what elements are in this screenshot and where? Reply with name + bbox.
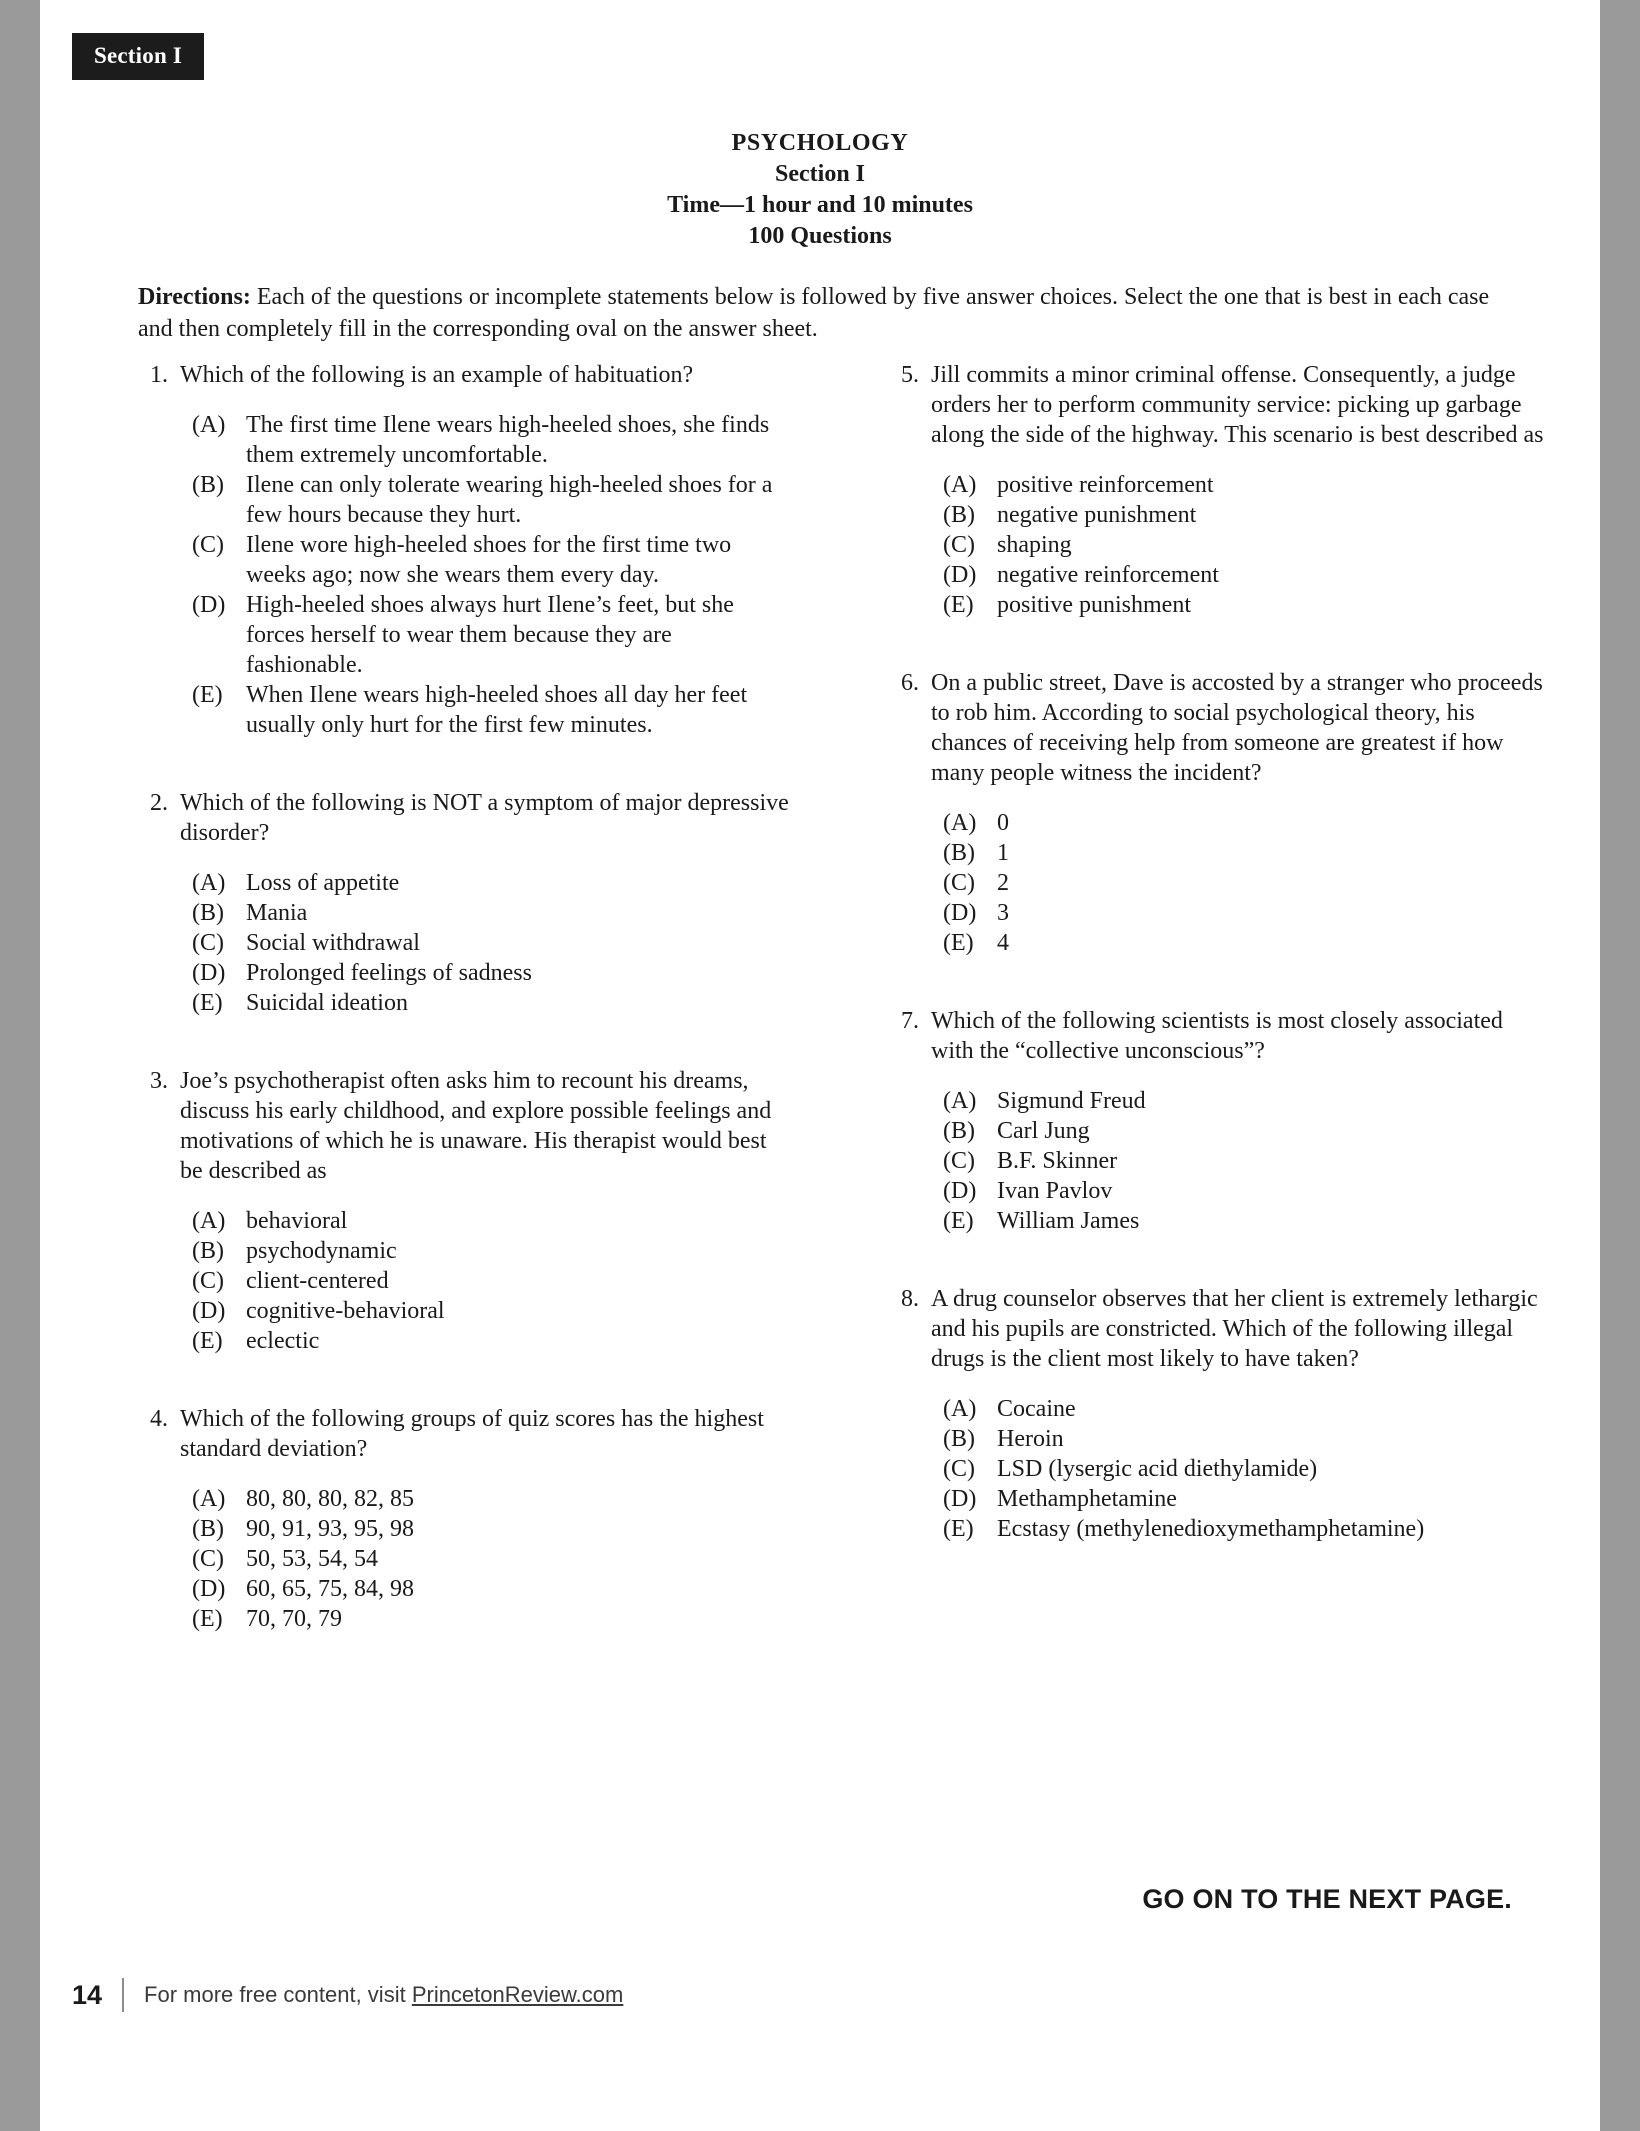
question-number: 5. — [901, 362, 919, 388]
answer-choice-text: Social withdrawal — [246, 930, 420, 956]
question-block — [889, 668, 1544, 958]
answer-choice-text: Ilene can only tolerate wearing high-heeled shoes for a few hours because they hurt. — [246, 472, 773, 528]
answer-choice-text: Methamphetamine — [997, 1486, 1177, 1512]
question-number: 6. — [901, 670, 919, 696]
answer-choice[interactable] — [192, 868, 793, 898]
answer-choice-text: psychodynamic — [246, 1238, 397, 1264]
answer-choice-letter: (C) — [943, 870, 975, 896]
answer-choice-list — [943, 808, 1544, 958]
answer-choice-text: Ivan Pavlov — [997, 1178, 1113, 1204]
answer-choice-text: 60, 65, 75, 84, 98 — [246, 1576, 414, 1602]
answer-choice-text: negative reinforcement — [997, 562, 1219, 588]
answer-choice[interactable] — [943, 560, 1544, 590]
answer-choice-letter: (C) — [943, 1148, 975, 1174]
answer-choice[interactable] — [943, 928, 1544, 958]
answer-choice-text: negative punishment — [997, 502, 1197, 528]
answer-choice-letter: (E) — [192, 990, 223, 1016]
question-text: Which of the following scientists is most closely associated with the “collective unconscious”? — [931, 1008, 1503, 1064]
answer-choice-letter: (A) — [192, 870, 226, 896]
answer-choice-letter: (E) — [943, 1516, 974, 1542]
answer-choice[interactable] — [192, 530, 793, 590]
answer-choice-letter: (B) — [943, 1118, 975, 1144]
answer-choice-letter: (A) — [192, 1208, 226, 1234]
question-number: 3. — [150, 1068, 168, 1094]
answer-choice-letter: (D) — [943, 562, 977, 588]
answer-choice[interactable] — [943, 1086, 1544, 1116]
answer-choice-text: Ilene wore high-heeled shoes for the first time two weeks ago; now she wears them every day. — [246, 532, 732, 588]
answer-choice-letter: (A) — [192, 1486, 226, 1512]
footer-divider — [122, 1978, 124, 2012]
answer-choice-text: 50, 53, 54, 54 — [246, 1546, 378, 1572]
answer-choice[interactable] — [943, 500, 1544, 530]
princeton-review-link[interactable]: PrincetonReview.com — [411, 1982, 624, 2007]
answer-choice-text: Cocaine — [997, 1396, 1076, 1422]
answer-choice-text: 0 — [997, 810, 1009, 836]
answer-choice[interactable] — [943, 470, 1544, 500]
answer-choice-text: shaping — [997, 532, 1072, 558]
answer-choice[interactable] — [192, 928, 793, 958]
answer-choice-list — [192, 410, 793, 740]
answer-choice-letter: (B) — [192, 1238, 224, 1264]
page-canvas — [40, 0, 1600, 2131]
answer-choice-text: 70, 70, 79 — [246, 1606, 342, 1632]
answer-choice-letter: (A) — [192, 412, 226, 438]
answer-choice-letter: (D) — [192, 960, 226, 986]
answer-choice-list — [943, 470, 1544, 620]
answer-choice[interactable] — [943, 838, 1544, 868]
question-stem-row — [889, 360, 1544, 450]
answer-choice-text: When Ilene wears high-heeled shoes all day her feet usually only hurt for the first few minutes. — [246, 682, 748, 738]
page-footer — [72, 1978, 623, 2012]
answer-choice[interactable] — [943, 1176, 1544, 1206]
right-binding-bar — [1600, 0, 1640, 2131]
footer-note — [144, 1982, 623, 2008]
question-stem-row — [138, 788, 793, 848]
question-number: 2. — [150, 790, 168, 816]
answer-choice-letter: (C) — [192, 930, 224, 956]
answer-choice[interactable] — [943, 1514, 1544, 1544]
question-block — [138, 1066, 793, 1356]
answer-choice[interactable] — [943, 898, 1544, 928]
answer-choice[interactable] — [192, 1544, 793, 1574]
question-text: Which of the following is NOT a symptom of major depressive disorder? — [180, 790, 789, 846]
answer-choice[interactable] — [943, 1116, 1544, 1146]
answer-choice-text: 80, 80, 80, 82, 85 — [246, 1486, 414, 1512]
answer-choice-list — [943, 1394, 1544, 1544]
question-text: On a public street, Dave is accosted by a stranger who proceeds to rob him. According to social psychological theory, his chances of receiving help from someone are greatest if how many people witness the incident? — [931, 670, 1543, 786]
question-stem-row — [889, 668, 1544, 788]
exam-title: PSYCHOLOGY — [731, 130, 909, 156]
answer-choice-letter: (B) — [943, 502, 975, 528]
answer-choice[interactable] — [192, 898, 793, 928]
answer-choice[interactable] — [943, 808, 1544, 838]
answer-choice[interactable] — [192, 470, 793, 530]
answer-choice[interactable] — [943, 868, 1544, 898]
answer-choice-text: 3 — [997, 900, 1009, 926]
answer-choice[interactable] — [192, 1484, 793, 1514]
answer-choice[interactable] — [943, 1394, 1544, 1424]
answer-choice-text: William James — [997, 1208, 1140, 1234]
question-text: Joe’s psychotherapist often asks him to recount his dreams, discuss his early childhood, and explore possible feelings and motivations of which he is unaware. His therapist would best be described as — [180, 1068, 772, 1184]
question-number: 1. — [150, 362, 168, 388]
question-stem-row — [889, 1284, 1544, 1374]
answer-choice-list — [192, 1484, 793, 1634]
answer-choice-text: 4 — [997, 930, 1009, 956]
answer-choice[interactable] — [192, 988, 793, 1018]
answer-choice-letter: (A) — [943, 810, 977, 836]
question-number: 7. — [901, 1008, 919, 1034]
answer-choice-letter: (E) — [192, 682, 223, 708]
answer-choice-letter: (E) — [192, 1606, 223, 1632]
answer-choice-text: 1 — [997, 840, 1009, 866]
answer-choice-letter: (B) — [192, 900, 224, 926]
answer-choice[interactable] — [943, 1206, 1544, 1236]
answer-choice-text: B.F. Skinner — [997, 1148, 1118, 1174]
question-number: 4. — [150, 1406, 168, 1432]
answer-choice-letter: (C) — [192, 1268, 224, 1294]
question-block — [138, 788, 793, 1018]
exam-heading — [40, 128, 1600, 252]
answer-choice-letter: (A) — [943, 1396, 977, 1422]
answer-choice-text: cognitive-behavioral — [246, 1298, 445, 1324]
answer-choice-letter: (D) — [192, 592, 226, 618]
answer-choice[interactable] — [943, 590, 1544, 620]
answer-choice-text: eclectic — [246, 1328, 320, 1354]
go-on-notice: GO ON TO THE NEXT PAGE. — [1142, 1884, 1512, 1914]
answer-choice[interactable] — [192, 1236, 793, 1266]
answer-choice-text: 90, 91, 93, 95, 98 — [246, 1516, 414, 1542]
answer-choice[interactable] — [943, 1146, 1544, 1176]
answer-choice-letter: (B) — [943, 840, 975, 866]
directions-paragraph — [138, 281, 1512, 345]
answer-choice-letter: (B) — [943, 1426, 975, 1452]
answer-choice[interactable] — [192, 410, 793, 470]
answer-choice-text: Sigmund Freud — [997, 1088, 1146, 1114]
answer-choice-letter: (E) — [943, 592, 974, 618]
section-tab: Section I — [72, 33, 204, 80]
answer-choice-text: positive punishment — [997, 592, 1191, 618]
question-text: Which of the following is an example of habituation? — [180, 362, 694, 388]
answer-choice-letter: (A) — [943, 1088, 977, 1114]
answer-choice-text: Mania — [246, 900, 308, 926]
answer-choice-list — [943, 1086, 1544, 1236]
answer-choice-letter: (E) — [943, 930, 974, 956]
question-text: Jill commits a minor criminal offense. Consequently, a judge orders her to perform community service: picking up garbage along the side of the highway. This scenario is best described as — [931, 362, 1544, 448]
question-stem-row — [138, 1066, 793, 1186]
answer-choice-letter: (D) — [943, 1486, 977, 1512]
footer-note-prefix: For more free content, visit — [144, 1982, 412, 2007]
answer-choice[interactable] — [192, 1514, 793, 1544]
question-block — [138, 360, 793, 740]
question-block — [889, 1006, 1544, 1236]
answer-choice[interactable] — [943, 1484, 1544, 1514]
answer-choice[interactable] — [192, 680, 793, 740]
answer-choice[interactable] — [192, 1574, 793, 1604]
directions-label: Directions: — [138, 284, 251, 310]
answer-choice-letter: (C) — [943, 532, 975, 558]
answer-choice-text: Carl Jung — [997, 1118, 1090, 1144]
answer-choice-letter: (C) — [943, 1456, 975, 1482]
answer-choice[interactable] — [943, 1454, 1544, 1484]
answer-choice-text: Prolonged feelings of sadness — [246, 960, 532, 986]
answer-choice-text: Suicidal ideation — [246, 990, 408, 1016]
exam-question-count: 100 Questions — [748, 223, 892, 249]
right-question-column — [889, 360, 1544, 1682]
answer-choice[interactable] — [192, 1206, 793, 1236]
left-binding-bar — [0, 0, 40, 2131]
answer-choice-text: LSD (lysergic acid diethylamide) — [997, 1456, 1318, 1482]
question-stem-row — [138, 360, 793, 390]
answer-choice-letter: (E) — [943, 1208, 974, 1234]
answer-choice-list — [192, 1206, 793, 1356]
directions-text: Each of the questions or incomplete statements below is followed by five answer choices. Select the one that is best in each case and then completely fill in the corresponding oval on the answer sheet. — [138, 284, 1490, 342]
page-number: 14 — [72, 1979, 103, 2010]
answer-choice-text: High-heeled shoes always hurt Ilene’s feet, but she forces herself to wear them because they are fashionable. — [246, 592, 734, 678]
answer-choice-text: positive reinforcement — [997, 472, 1214, 498]
question-number: 8. — [901, 1286, 919, 1312]
question-text: A drug counselor observes that her client is extremely lethargic and his pupils are constricted. Which of the following illegal drugs is the client most likely to have taken? — [931, 1286, 1538, 1372]
answer-choice-letter: (D) — [192, 1576, 226, 1602]
answer-choice-letter: (D) — [943, 900, 977, 926]
question-columns — [138, 360, 1544, 1682]
question-block — [138, 1404, 793, 1634]
exam-section: Section I — [775, 161, 865, 187]
question-block — [889, 1284, 1544, 1544]
question-stem-row — [138, 1404, 793, 1464]
answer-choice-text: Ecstasy (methylenedioxymethamphetamine) — [997, 1516, 1425, 1542]
answer-choice[interactable] — [192, 1266, 793, 1296]
answer-choice-letter: (B) — [192, 472, 224, 498]
answer-choice[interactable] — [192, 1326, 793, 1356]
answer-choice-letter: (D) — [943, 1178, 977, 1204]
answer-choice[interactable] — [943, 1424, 1544, 1454]
answer-choice[interactable] — [192, 590, 793, 680]
answer-choice-letter: (D) — [192, 1298, 226, 1324]
answer-choice-letter: (C) — [192, 1546, 224, 1572]
question-text: Which of the following groups of quiz scores has the highest standard deviation? — [180, 1406, 764, 1462]
answer-choice[interactable] — [943, 530, 1544, 560]
answer-choice-letter: (A) — [943, 472, 977, 498]
question-block — [889, 360, 1544, 620]
exam-time: Time—1 hour and 10 minutes — [667, 192, 973, 218]
answer-choice-letter: (B) — [192, 1516, 224, 1542]
answer-choice[interactable] — [192, 958, 793, 988]
answer-choice-text: The first time Ilene wears high-heeled shoes, she finds them extremely uncomfortable. — [246, 412, 770, 468]
answer-choice-list — [192, 868, 793, 1018]
left-question-column — [138, 360, 793, 1682]
answer-choice-letter: (C) — [192, 532, 224, 558]
answer-choice-letter: (E) — [192, 1328, 223, 1354]
answer-choice[interactable] — [192, 1296, 793, 1326]
answer-choice-text: Heroin — [997, 1426, 1064, 1452]
answer-choice[interactable] — [192, 1604, 793, 1634]
answer-choice-text: client-centered — [246, 1268, 389, 1294]
answer-choice-text: Loss of appetite — [246, 870, 400, 896]
answer-choice-text: behavioral — [246, 1208, 348, 1234]
question-stem-row — [889, 1006, 1544, 1066]
answer-choice-text: 2 — [997, 870, 1009, 896]
